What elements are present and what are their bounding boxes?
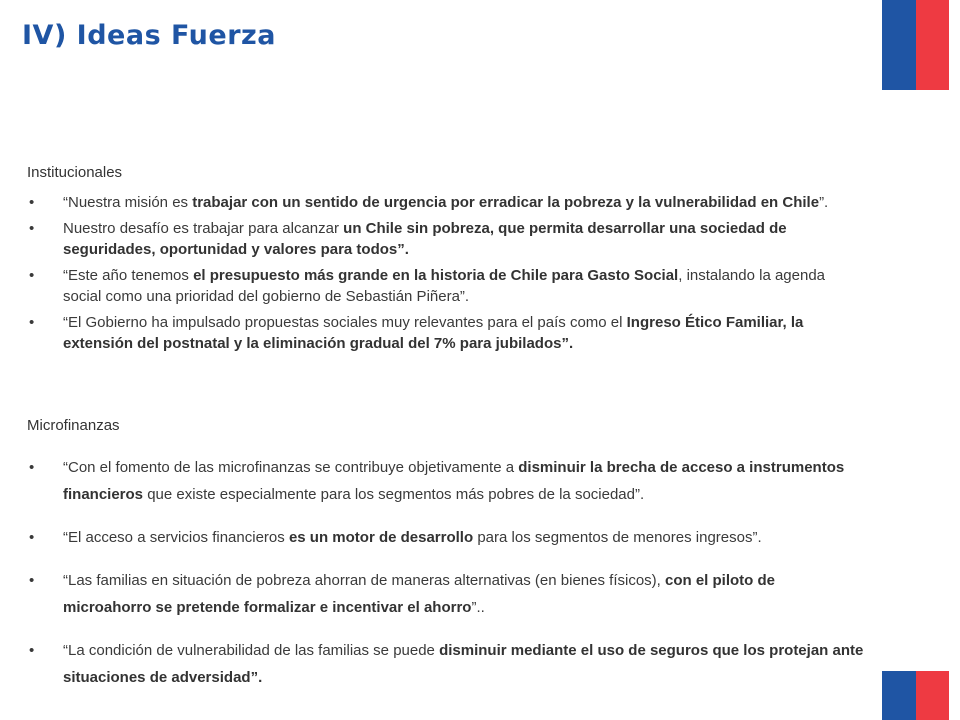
list-item: [27, 218, 867, 260]
list-item: [27, 454, 867, 508]
item-emphasis: es un motor de desarrollo: [288, 529, 474, 546]
item-text: “El Gobierno ha impulsado propuestas sociales muy relevantes para el país como el: [63, 314, 627, 331]
bullet-icon: •: [29, 572, 35, 589]
flag-blue-stripe: [882, 671, 916, 720]
slide-title: IV) Ideas Fuerza: [22, 20, 276, 51]
chile-flag-top-decoration: [882, 0, 949, 90]
list-item: [27, 265, 867, 307]
item-emphasis: disminuir la brecha de acceso a instrumentos financieros: [63, 459, 845, 503]
institucionales-list: [27, 192, 867, 359]
flag-blue-stripe: [882, 0, 916, 90]
bullet-icon: •: [29, 314, 35, 331]
item-text: Nuestro desafío es trabajar para alcanzar: [63, 220, 344, 237]
item-text-end: ”..: [471, 599, 485, 616]
item-text: “Este año tenemos: [63, 267, 194, 284]
list-item: [27, 312, 867, 354]
item-text: “Con el fomento de las microfinanzas se contribuye objetivamente a: [63, 459, 519, 476]
list-item: [27, 524, 867, 551]
item-emphasis: disminuir mediante el uso de seguros que los protejan ante situaciones de adversidad”.: [63, 642, 864, 686]
item-text: “El acceso a servicios financieros: [63, 529, 289, 546]
item-emphasis: un Chile sin pobreza, que permita desarrollar una sociedad de seguridades, oportunidad y valores para todos”.: [63, 220, 787, 258]
section-heading-microfinanzas: Microfinanzas: [27, 417, 120, 434]
item-text-end: que existe especialmente para los segmentos más pobres de la sociedad”.: [143, 486, 645, 503]
item-emphasis: con el piloto de microahorro se pretende formalizar e incentivar el ahorro: [63, 572, 776, 616]
item-text-end: para los segmentos de menores ingresos”.: [473, 529, 762, 546]
bullet-icon: •: [29, 194, 35, 211]
bullet-icon: •: [29, 459, 35, 476]
item-text: “Nuestra misión es: [63, 194, 193, 211]
bullet-icon: •: [29, 267, 35, 284]
flag-red-stripe: [916, 671, 949, 720]
list-item: [27, 637, 867, 691]
bullet-icon: •: [29, 220, 35, 237]
item-emphasis: Ingreso Ético Familiar, la extensión del postnatal y la eliminación gradual del 7% para jubilados”.: [63, 314, 804, 352]
item-text: “Las familias en situación de pobreza ahorran de maneras alternativas (en bienes físicos),: [63, 572, 665, 589]
list-item: [27, 567, 867, 621]
microfinanzas-list: [27, 454, 867, 707]
section-heading-institucionales: Institucionales: [27, 164, 123, 181]
list-item: [27, 192, 867, 213]
item-emphasis: trabajar con un sentido de urgencia por erradicar la pobreza y la vulnerabilidad en Chile: [192, 194, 820, 211]
flag-red-stripe: [916, 0, 949, 90]
item-emphasis: el presupuesto más grande en la historia de Chile para Gasto Social: [193, 267, 679, 284]
bullet-icon: •: [29, 642, 35, 659]
item-text: “La condición de vulnerabilidad de las familias se puede: [63, 642, 440, 659]
bullet-icon: •: [29, 529, 35, 546]
chile-flag-bottom-decoration: [882, 671, 949, 720]
item-text-end: ”.: [819, 194, 829, 211]
item-text-end: , instalando la agenda social como una prioridad del gobierno de Sebastián Piñera”.: [63, 267, 826, 305]
